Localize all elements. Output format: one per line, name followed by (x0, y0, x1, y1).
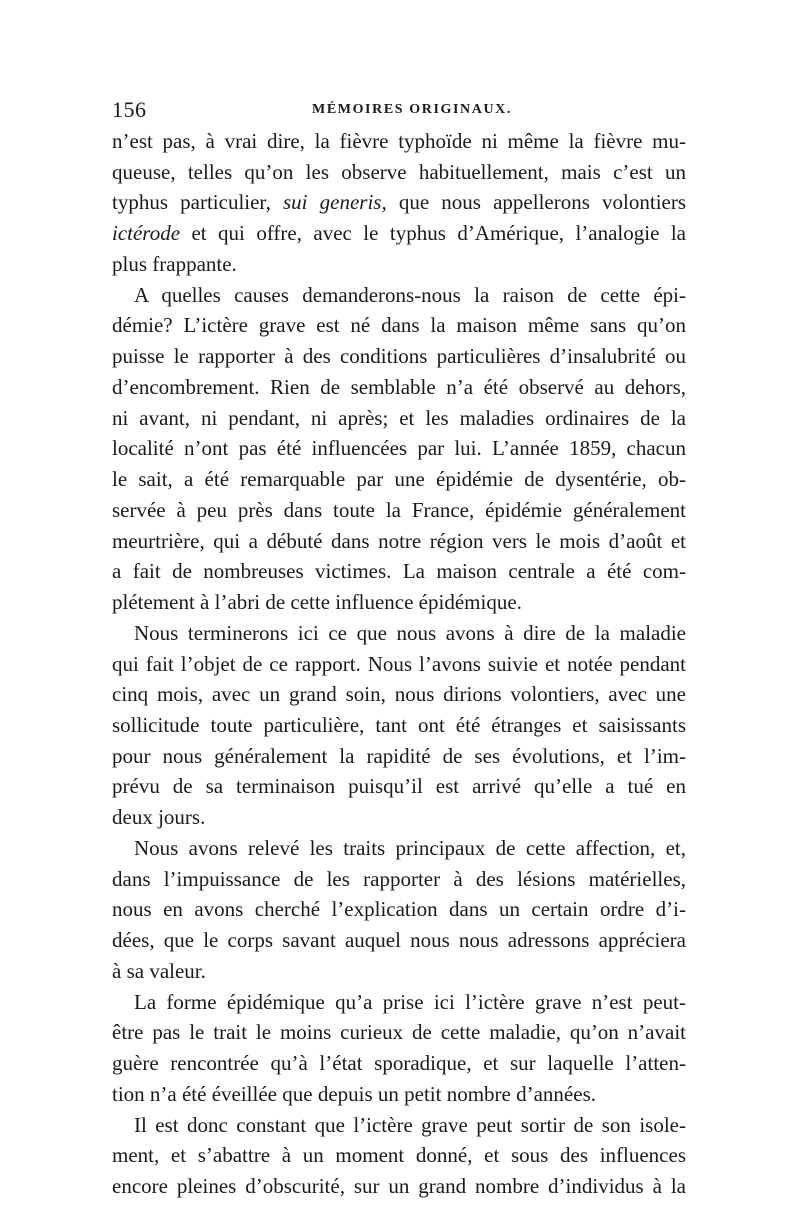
text-line: être pas le trait le moins curieux de cette maladie, qu’on n’avait (112, 1020, 686, 1044)
text-segment: typhus particulier, (112, 190, 271, 214)
text-line: plus frappante. (112, 252, 237, 276)
paragraph-first-line: Nous avons relevé les traits principaux de cette affection, et, (134, 836, 686, 860)
text-line: meurtrière, qui a débuté dans notre région vers le mois d’août et (112, 529, 686, 553)
text-line: qui fait l’objet de ce rapport. Nous l’avons suivie et notée pendant (112, 652, 686, 676)
text-line: plétement à l’abri de cette influence épidémique. (112, 590, 522, 614)
text-line: dans l’impuissance de les rapporter à des lésions matérielles, (112, 867, 686, 891)
text-segment: que nous appellerons volontiers (398, 190, 687, 214)
text-line: a fait de nombreuses victimes. La maison centrale a été com- (112, 559, 686, 583)
text-line: localité n’ont pas été influencées par lui. L’année 1859, chacun (112, 436, 686, 460)
text-line: puisse le rapporter à des conditions particulières d’insalubrité ou (112, 344, 686, 368)
text-line: tion n’a été éveillée que depuis un petit nombre d’années. (112, 1082, 596, 1106)
text-line: le sait, a été remarquable par une épidémie de dysentérie, ob- (112, 467, 686, 491)
text-line: cinq mois, avec un grand soin, nous dirions volontiers, avec une (112, 682, 686, 706)
text-line: servée à peu près dans toute la France, épidémie généralement (112, 498, 686, 522)
text-segment: et qui offre, avec le typhus d’Amérique, l’analogie la (191, 221, 686, 245)
text-line: nous en avons cherché l’explication dans un certain ordre d’i- (112, 897, 686, 921)
text-line: ni avant, ni pendant, ni après; et les maladies ordinaires de la (112, 406, 686, 430)
text-line: à sa valeur. (112, 959, 206, 983)
italic-term: ictérode (112, 221, 181, 245)
text-line (112, 219, 686, 247)
text-line: démie? L’ictère grave est né dans la maison même sans qu’on (112, 313, 686, 337)
page-number: 156 (112, 97, 147, 122)
paragraph-first-line: Il est donc constant que l’ictère grave peut sortir de son isole- (134, 1113, 686, 1137)
paragraph-first-line: A quelles causes demanderons-nous la raison de cette épi- (134, 283, 686, 307)
paragraph-first-line: Nous terminerons ici ce que nous avons à dire de la maladie (134, 621, 686, 645)
text-line: prévu de sa terminaison puisqu’il est arrivé qu’elle a tué en (112, 774, 686, 798)
text-line: deux jours. (112, 805, 206, 829)
text-line: guère rencontrée qu’à l’état sporadique, et sur laquelle l’atten- (112, 1051, 686, 1075)
text-line: sollicitude toute particulière, tant ont été étranges et saisissants (112, 713, 686, 737)
text-line: n’est pas, à vrai dire, la fièvre typhoïde ni même la fièvre mu- (112, 129, 686, 153)
text-line: encore pleines d’obscurité, sur un grand nombre d’individus à la (112, 1174, 686, 1198)
italic-phrase: sui generis, (282, 190, 387, 214)
text-line: pour nous généralement la rapidité de ses évolutions, et l’im- (112, 744, 686, 768)
text-line: dées, que le corps savant auquel nous nous adressons appréciera (112, 928, 686, 952)
paragraph-first-line: La forme épidémique qu’a prise ici l’ictère grave n’est peut- (134, 990, 686, 1014)
text-line: queuse, telles qu’on les observe habituellement, mais c’est un (112, 160, 686, 184)
text-line (112, 188, 686, 216)
text-line: ment, et s’abattre à un moment donné, et sous des influences (112, 1143, 686, 1167)
text-line: d’encombrement. Rien de semblable n’a été observé au dehors, (112, 375, 686, 399)
running-title: MÉMOIRES ORIGINAUX. (312, 102, 512, 117)
